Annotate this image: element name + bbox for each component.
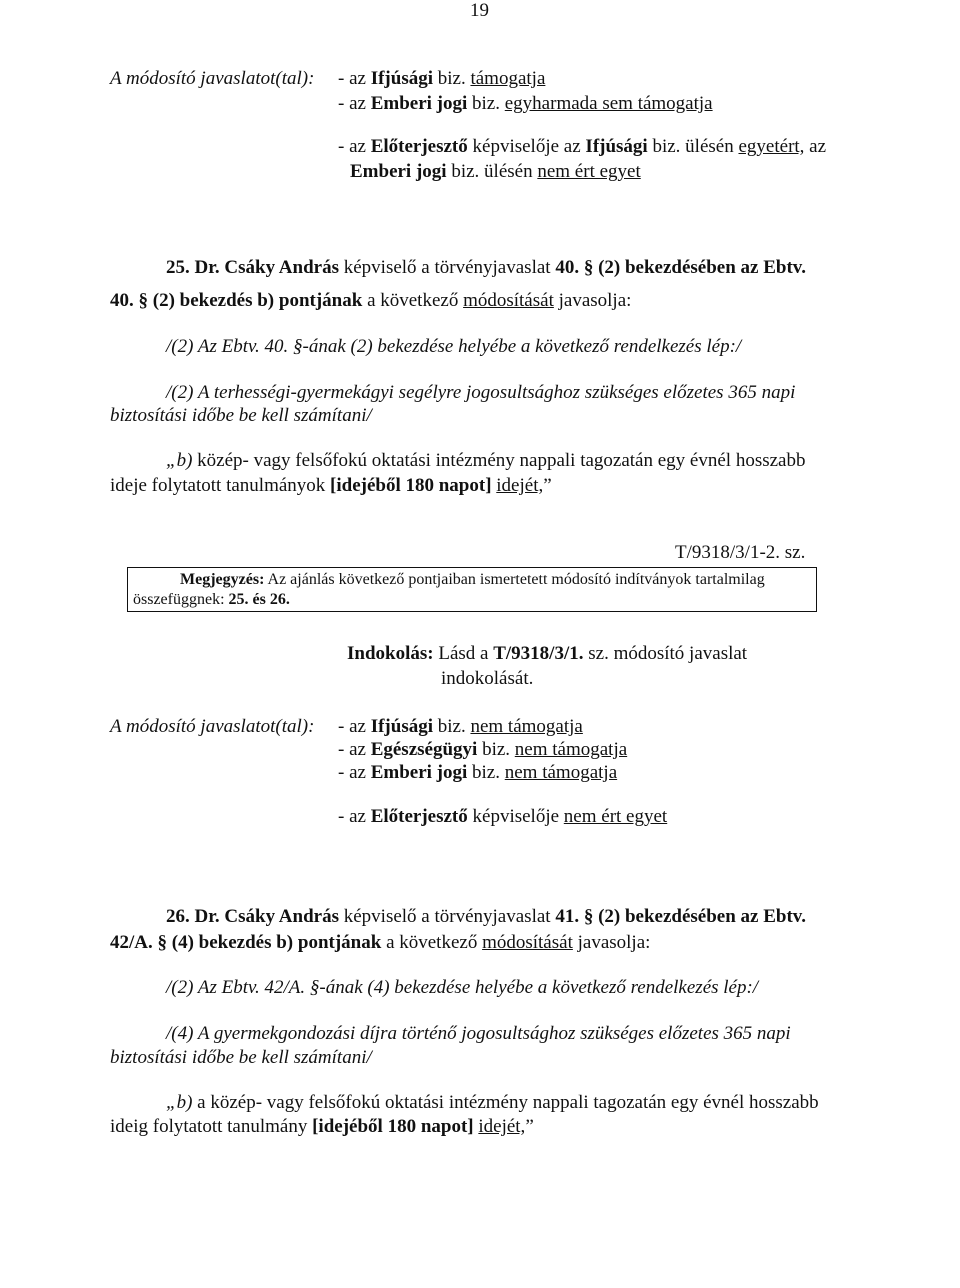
vote-line: - az Egészségügyi biz. nem támogatja <box>338 739 628 760</box>
item-26-heading-cont: 42/A. § (4) bekezdés b) pontjának a következő módosítását javasolja: <box>110 932 651 953</box>
vote-line: - az Előterjesztő képviselője nem ért egyet <box>338 806 668 827</box>
item-25-text: „b) közép- vagy felsőfokú oktatási intézmény nappali tagozatán egy évnél hosszabb <box>166 450 806 471</box>
note-line: Megjegyzés: Az ajánlás következő pontjaiban ismertetett módosító indítványok tartalmilag <box>180 571 765 588</box>
justification-cont: indokolását. <box>441 668 534 689</box>
item-26-quote: /(4) A gyermekgondozási díjra történő jogosultsághoz szükséges előzetes 365 napi <box>166 1023 791 1044</box>
item-25-heading-cont: 40. § (2) bekezdés b) pontjának a következő módosítását javasolja: <box>110 290 632 311</box>
item-25-quote: /(2) A terhességi-gyermekágyi segélyre jogosultsághoz szükséges előzetes 365 napi <box>166 382 796 403</box>
item-26-heading: 26. Dr. Csáky András képviselő a törvényjavaslat 41. § (2) bekezdésében az Ebtv. <box>166 906 806 927</box>
vote-line: Emberi jogi biz. ülésén nem ért egyet <box>350 161 641 182</box>
vote-line: - az Emberi jogi biz. egyharmada sem támogatja <box>338 93 713 114</box>
item-25-amend-intro: /(2) Az Ebtv. 40. §-ának (2) bekezdése helyébe a következő rendelkezés lép:/ <box>166 336 742 357</box>
note-line: összefüggnek: 25. és 26. <box>133 591 290 608</box>
reference-number: T/9318/3/1-2. sz. <box>675 542 806 563</box>
item-26-text-cont: ideig folytatott tanulmány [idejéből 180 napot] idejét,” <box>110 1116 534 1137</box>
item-25-text-cont: ideje folytatott tanulmányok [idejéből 180 napot] idejét,” <box>110 475 552 496</box>
item-26-quote-cont: biztosítási időbe be kell számítani/ <box>110 1047 372 1068</box>
vote-line: - az Előterjesztő képviselője az Ifjúsági biz. ülésén egyetért, az <box>338 136 827 157</box>
item-26-amend-intro: /(2) Az Ebtv. 42/A. §-ának (4) bekezdése helyébe a következő rendelkezés lép:/ <box>166 977 759 998</box>
item-25-quote-cont: biztosítási időbe be kell számítani/ <box>110 405 372 426</box>
vote-line: - az Ifjúsági biz. nem támogatja <box>338 716 583 737</box>
justification: Indokolás: Lásd a T/9318/3/1. sz. módosító javaslat <box>347 643 748 664</box>
vote-line: - az Ifjúsági biz. támogatja <box>338 68 546 89</box>
page-number: 19 <box>470 0 489 21</box>
item-25-heading: 25. Dr. Csáky András képviselő a törvényjavaslat 40. § (2) bekezdésében az Ebtv. <box>166 257 806 278</box>
item-26-text: „b) a közép- vagy felsőfokú oktatási intézmény nappali tagozatán egy évnél hosszabb <box>166 1092 819 1113</box>
votes-label: A módosító javaslatot(tal): <box>110 68 315 89</box>
vote-line: - az Emberi jogi biz. nem támogatja <box>338 762 618 783</box>
votes-label: A módosító javaslatot(tal): <box>110 716 315 737</box>
